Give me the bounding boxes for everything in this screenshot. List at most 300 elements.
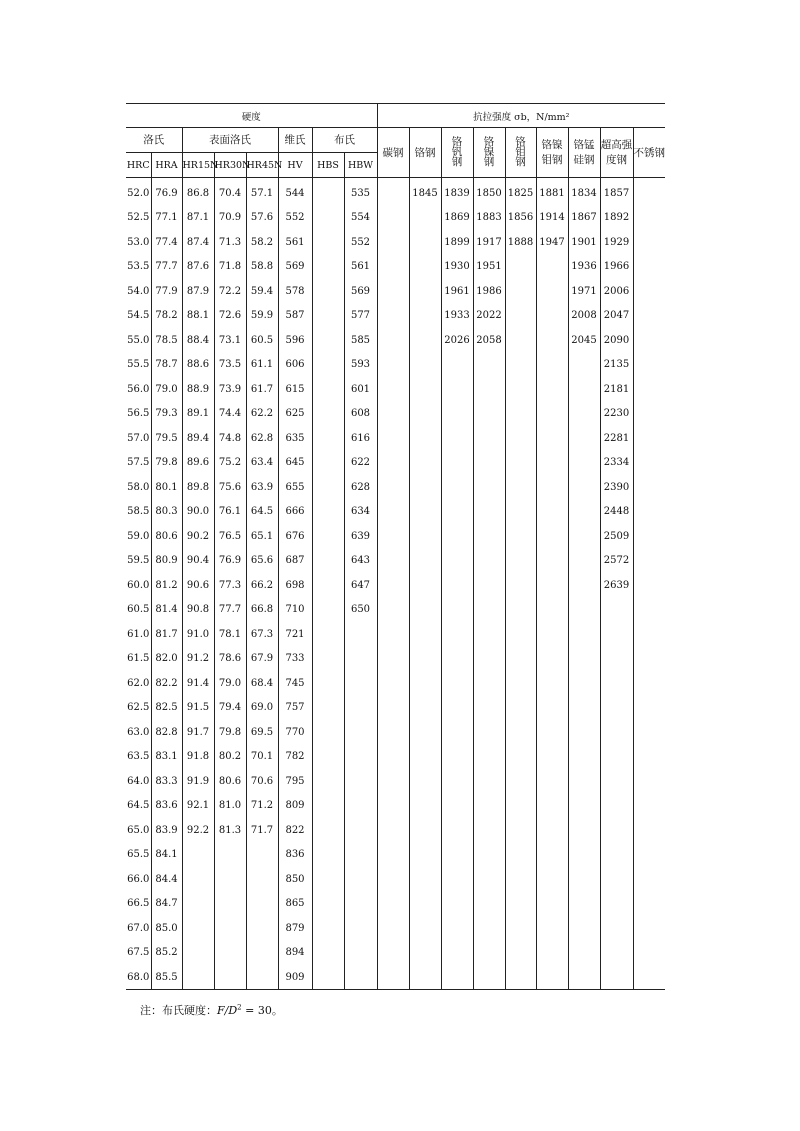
- cell-hv: 635: [278, 426, 312, 451]
- cell-stainless: [633, 328, 665, 353]
- cell-stainless: [633, 206, 665, 231]
- cell-cr-v: [441, 500, 473, 525]
- cell-cr-v: [441, 353, 473, 378]
- cell-cr: [409, 794, 441, 819]
- cell-cr-v: [441, 720, 473, 745]
- cell-hr45n: 61.7: [246, 377, 278, 402]
- cell-hrc: 63.0: [126, 720, 151, 745]
- cell-hrc: 61.0: [126, 622, 151, 647]
- cell-cr-ni: [473, 426, 505, 451]
- cell-cr-mn-si: [568, 720, 600, 745]
- cell-cr-ni-mo: [536, 867, 568, 892]
- cell-stainless: [633, 279, 665, 304]
- cell-hbs: [312, 524, 344, 549]
- cell-cr-mo: [505, 598, 536, 623]
- cell-hbw: [344, 892, 377, 917]
- cell-cr-v: [441, 916, 473, 941]
- cell-hra: 77.7: [151, 255, 182, 280]
- cell-hra: 79.8: [151, 451, 182, 476]
- cell-hr15n: [182, 892, 214, 917]
- cell-cr-mn-si: [568, 475, 600, 500]
- cell-hv: 745: [278, 671, 312, 696]
- cell-hra: 78.7: [151, 353, 182, 378]
- cell-hr45n: 68.4: [246, 671, 278, 696]
- cell-cr-ni-mo: [536, 377, 568, 402]
- hr45n-header: HR45N: [246, 153, 278, 178]
- cell-uhs: 1929: [600, 230, 633, 255]
- cell-hbs: [312, 304, 344, 329]
- cell-cr-ni-mo: [536, 769, 568, 794]
- cell-cr-mn-si: [568, 426, 600, 451]
- cell-cr-v: [441, 451, 473, 476]
- cell-uhs: 2281: [600, 426, 633, 451]
- table-row: [126, 745, 665, 770]
- cell-stainless: [633, 353, 665, 378]
- cell-hr45n: 57.6: [246, 206, 278, 231]
- cell-hr30n: 77.3: [214, 573, 246, 598]
- table-row: [126, 916, 665, 941]
- cell-cr: [409, 475, 441, 500]
- cell-cr-mo: [505, 353, 536, 378]
- cell-cr-v: [441, 892, 473, 917]
- cell-cr-ni-mo: [536, 353, 568, 378]
- cell-hra: 83.6: [151, 794, 182, 819]
- cell-hv: 721: [278, 622, 312, 647]
- cell-stainless: [633, 451, 665, 476]
- cell-cr-v: 1930: [441, 255, 473, 280]
- cell-hra: 76.9: [151, 178, 182, 206]
- cell-cr-ni: [473, 402, 505, 427]
- cell-cr-ni: [473, 794, 505, 819]
- cell-cr-v: [441, 867, 473, 892]
- cell-cr-ni: [473, 549, 505, 574]
- cell-hrc: 54.5: [126, 304, 151, 329]
- cell-hbs: [312, 475, 344, 500]
- cell-hv: 809: [278, 794, 312, 819]
- cell-hr30n: 78.6: [214, 647, 246, 672]
- table-row: [126, 818, 665, 843]
- cell-stainless: [633, 941, 665, 966]
- cell-hr30n: 70.9: [214, 206, 246, 231]
- hardness-conversion-table-container: [126, 103, 666, 990]
- cell-cr-mo: [505, 892, 536, 917]
- cell-cr-ni: [473, 671, 505, 696]
- cell-hrc: 59.0: [126, 524, 151, 549]
- cell-hbs: [312, 279, 344, 304]
- cell-cr-ni-mo: [536, 671, 568, 696]
- cell-hr45n: 58.2: [246, 230, 278, 255]
- cell-cr-mn-si: [568, 818, 600, 843]
- hbs-header: HBS: [312, 153, 344, 178]
- cell-hv: 645: [278, 451, 312, 476]
- cell-hv: 822: [278, 818, 312, 843]
- cell-hr30n: 79.0: [214, 671, 246, 696]
- cell-cr-mn-si: 1936: [568, 255, 600, 280]
- cell-cr-ni-mo: [536, 500, 568, 525]
- cell-hbs: [312, 549, 344, 574]
- cell-hbw: 577: [344, 304, 377, 329]
- cell-hbs: [312, 353, 344, 378]
- cell-hv: 587: [278, 304, 312, 329]
- cell-cr-ni: 1917: [473, 230, 505, 255]
- cell-cr: [409, 965, 441, 990]
- cell-carbon: [377, 916, 409, 941]
- cell-cr-ni-mo: 1881: [536, 178, 568, 206]
- cell-hr45n: 65.6: [246, 549, 278, 574]
- cell-uhs: 2639: [600, 573, 633, 598]
- cell-cr-mn-si: [568, 671, 600, 696]
- cell-stainless: [633, 475, 665, 500]
- footnote-formula: F/D: [217, 1004, 238, 1017]
- cell-carbon: [377, 941, 409, 966]
- cell-uhs: 2090: [600, 328, 633, 353]
- cell-cr-mo: [505, 451, 536, 476]
- cell-uhs: [600, 720, 633, 745]
- cell-hr30n: 74.4: [214, 402, 246, 427]
- cell-carbon: [377, 500, 409, 525]
- cell-hr30n: [214, 941, 246, 966]
- cell-carbon: [377, 671, 409, 696]
- cell-carbon: [377, 745, 409, 770]
- cell-cr-ni: 1883: [473, 206, 505, 231]
- cell-cr-ni-mo: [536, 843, 568, 868]
- cell-hbw: 634: [344, 500, 377, 525]
- cell-cr-mn-si: [568, 794, 600, 819]
- cell-cr-mn-si: 2008: [568, 304, 600, 329]
- cell-carbon: [377, 206, 409, 231]
- cell-hbw: [344, 794, 377, 819]
- cell-hra: 79.0: [151, 377, 182, 402]
- cell-hbw: [344, 916, 377, 941]
- cell-hbw: 628: [344, 475, 377, 500]
- table-row: [126, 304, 665, 329]
- cell-cr-mo: [505, 549, 536, 574]
- cell-hr15n: 90.2: [182, 524, 214, 549]
- cell-hbs: [312, 206, 344, 231]
- cell-cr-v: [441, 696, 473, 721]
- cell-hr30n: 77.7: [214, 598, 246, 623]
- cell-cr-v: [441, 549, 473, 574]
- cell-hr45n: 70.1: [246, 745, 278, 770]
- cell-carbon: [377, 524, 409, 549]
- cell-stainless: [633, 671, 665, 696]
- cell-hr15n: 89.4: [182, 426, 214, 451]
- cell-hv: 561: [278, 230, 312, 255]
- cell-uhs: 2047: [600, 304, 633, 329]
- table-row: [126, 867, 665, 892]
- cell-hr45n: 66.8: [246, 598, 278, 623]
- cell-hr45n: 57.1: [246, 178, 278, 206]
- cell-cr-ni: [473, 500, 505, 525]
- cell-hr45n: 66.2: [246, 573, 278, 598]
- table-row: [126, 451, 665, 476]
- table-row: [126, 965, 665, 990]
- cell-hr45n: 71.2: [246, 794, 278, 819]
- cell-hra: 83.3: [151, 769, 182, 794]
- cell-hrc: 60.5: [126, 598, 151, 623]
- cell-uhs: [600, 647, 633, 672]
- cell-hra: 77.1: [151, 206, 182, 231]
- cell-hra: 78.5: [151, 328, 182, 353]
- cell-carbon: [377, 451, 409, 476]
- cell-hbw: 650: [344, 598, 377, 623]
- hardness-conversion-table: [126, 103, 665, 990]
- cell-uhs: [600, 965, 633, 990]
- cell-hra: 80.9: [151, 549, 182, 574]
- cell-hr30n: 78.1: [214, 622, 246, 647]
- table-row: [126, 328, 665, 353]
- chromium-nickel-molybdenum-steel-header: 铬镍钼钢: [536, 128, 568, 178]
- cell-hr30n: [214, 843, 246, 868]
- cell-hbw: 585: [344, 328, 377, 353]
- cell-cr-mn-si: [568, 500, 600, 525]
- cell-hr30n: 80.6: [214, 769, 246, 794]
- table-row: [126, 622, 665, 647]
- cell-stainless: [633, 696, 665, 721]
- cell-hr15n: 91.9: [182, 769, 214, 794]
- cell-cr: [409, 402, 441, 427]
- cell-stainless: [633, 745, 665, 770]
- hbw-header: HBW: [344, 153, 377, 178]
- cell-hr30n: 80.2: [214, 745, 246, 770]
- cell-hbs: [312, 230, 344, 255]
- cell-cr-mo: [505, 500, 536, 525]
- cell-uhs: [600, 916, 633, 941]
- cell-cr-ni-mo: [536, 255, 568, 280]
- cell-hra: 85.0: [151, 916, 182, 941]
- cell-carbon: [377, 475, 409, 500]
- cell-stainless: [633, 916, 665, 941]
- cell-hra: 84.4: [151, 867, 182, 892]
- cell-hbw: 535: [344, 178, 377, 206]
- cell-carbon: [377, 230, 409, 255]
- cell-hv: 782: [278, 745, 312, 770]
- cell-hr45n: [246, 941, 278, 966]
- cell-hra: 81.2: [151, 573, 182, 598]
- cell-hv: 615: [278, 377, 312, 402]
- cell-hv: 710: [278, 598, 312, 623]
- cell-cr-mn-si: [568, 451, 600, 476]
- cell-hr30n: 76.5: [214, 524, 246, 549]
- cell-carbon: [377, 622, 409, 647]
- cell-uhs: [600, 843, 633, 868]
- cell-carbon: [377, 279, 409, 304]
- cell-cr-mo: [505, 843, 536, 868]
- cell-hrc: 60.0: [126, 573, 151, 598]
- cell-uhs: 1857: [600, 178, 633, 206]
- cell-cr-mo: [505, 647, 536, 672]
- cell-cr-ni: [473, 353, 505, 378]
- cell-stainless: [633, 524, 665, 549]
- cell-hbw: 622: [344, 451, 377, 476]
- cell-hr45n: [246, 843, 278, 868]
- carbon-steel-header: 碳钢: [377, 128, 409, 178]
- cell-cr-ni-mo: [536, 720, 568, 745]
- cell-hr30n: 73.5: [214, 353, 246, 378]
- cell-cr-v: 1869: [441, 206, 473, 231]
- table-row: [126, 696, 665, 721]
- table-row: [126, 206, 665, 231]
- cell-carbon: [377, 598, 409, 623]
- cell-cr-ni: [473, 941, 505, 966]
- cell-hr15n: 91.8: [182, 745, 214, 770]
- cell-cr-ni: [473, 377, 505, 402]
- cell-cr-mn-si: [568, 573, 600, 598]
- cell-hrc: 56.0: [126, 377, 151, 402]
- cell-cr-ni-mo: [536, 524, 568, 549]
- cell-hrc: 65.5: [126, 843, 151, 868]
- cell-hra: 80.6: [151, 524, 182, 549]
- cell-cr-ni-mo: [536, 745, 568, 770]
- cell-stainless: [633, 818, 665, 843]
- cell-hbs: [312, 377, 344, 402]
- cell-hbs: [312, 941, 344, 966]
- cell-carbon: [377, 794, 409, 819]
- cell-carbon: [377, 377, 409, 402]
- cell-hv: 687: [278, 549, 312, 574]
- cell-hrc: 65.0: [126, 818, 151, 843]
- cell-hr15n: [182, 916, 214, 941]
- cell-cr: [409, 745, 441, 770]
- cell-cr-ni: [473, 598, 505, 623]
- cell-cr-v: [441, 965, 473, 990]
- surface-rockwell-header: 表面洛氏: [182, 128, 278, 153]
- cell-hr15n: 91.4: [182, 671, 214, 696]
- cell-cr-ni-mo: [536, 549, 568, 574]
- cell-hra: 83.1: [151, 745, 182, 770]
- footnote: [140, 1002, 283, 1018]
- chromium-steel-header: 铬钢: [409, 128, 441, 178]
- cell-cr-ni: [473, 451, 505, 476]
- cell-cr-mo: [505, 622, 536, 647]
- hardness-group-header: 硬度: [126, 104, 377, 128]
- cell-hrc: 63.5: [126, 745, 151, 770]
- cell-uhs: 1966: [600, 255, 633, 280]
- cell-uhs: [600, 745, 633, 770]
- cell-cr-ni: [473, 524, 505, 549]
- cell-cr-ni: [473, 573, 505, 598]
- cell-carbon: [377, 647, 409, 672]
- cell-uhs: 2448: [600, 500, 633, 525]
- cell-carbon: [377, 328, 409, 353]
- cell-cr-ni-mo: [536, 696, 568, 721]
- cell-cr-v: 2026: [441, 328, 473, 353]
- cell-hr15n: 87.4: [182, 230, 214, 255]
- cell-cr-mo: [505, 671, 536, 696]
- tensile-strength-group-header: 抗拉强度 σb，N/mm²: [377, 104, 665, 128]
- cell-hbw: [344, 696, 377, 721]
- cell-cr-ni-mo: [536, 647, 568, 672]
- cell-stainless: [633, 500, 665, 525]
- cell-hbs: [312, 745, 344, 770]
- cell-cr-v: [441, 622, 473, 647]
- cell-hr15n: 91.0: [182, 622, 214, 647]
- cell-cr-mn-si: 1901: [568, 230, 600, 255]
- cell-cr-mn-si: [568, 769, 600, 794]
- cell-hr30n: 81.3: [214, 818, 246, 843]
- table-row: [126, 769, 665, 794]
- cell-hr30n: [214, 892, 246, 917]
- cell-hv: 879: [278, 916, 312, 941]
- cell-hbw: 647: [344, 573, 377, 598]
- cell-hr45n: 71.7: [246, 818, 278, 843]
- cell-cr-mo: [505, 426, 536, 451]
- table-row: [126, 426, 665, 451]
- cell-cr-v: [441, 794, 473, 819]
- cell-cr-mn-si: [568, 622, 600, 647]
- cell-cr-ni: [473, 916, 505, 941]
- cell-cr-v: [441, 818, 473, 843]
- cell-hr45n: 63.9: [246, 475, 278, 500]
- cell-hr45n: [246, 892, 278, 917]
- cell-cr-ni: 1850: [473, 178, 505, 206]
- cell-cr-v: 1839: [441, 178, 473, 206]
- cell-cr-ni: [473, 475, 505, 500]
- cell-uhs: [600, 769, 633, 794]
- cell-hra: 80.1: [151, 475, 182, 500]
- cell-hbs: [312, 892, 344, 917]
- cell-hrc: 64.5: [126, 794, 151, 819]
- table-row: [126, 794, 665, 819]
- footnote-prefix: 注：布氏硬度：: [140, 1004, 217, 1017]
- cell-hra: 80.3: [151, 500, 182, 525]
- cell-hrc: 55.0: [126, 328, 151, 353]
- cell-uhs: [600, 622, 633, 647]
- cell-hra: 77.4: [151, 230, 182, 255]
- cell-cr-ni-mo: [536, 451, 568, 476]
- cell-cr-mo: [505, 279, 536, 304]
- cell-hbs: [312, 622, 344, 647]
- cell-hr45n: 60.5: [246, 328, 278, 353]
- cell-carbon: [377, 696, 409, 721]
- table-row: [126, 377, 665, 402]
- cell-cr-mo: [505, 720, 536, 745]
- cell-cr: [409, 279, 441, 304]
- cell-cr-mo: [505, 475, 536, 500]
- cell-hbw: [344, 769, 377, 794]
- cell-carbon: [377, 304, 409, 329]
- cell-hr15n: 87.1: [182, 206, 214, 231]
- cell-hbs: [312, 965, 344, 990]
- cell-uhs: [600, 794, 633, 819]
- cell-hr30n: 71.3: [214, 230, 246, 255]
- cell-cr: 1845: [409, 178, 441, 206]
- cell-hr30n: 75.2: [214, 451, 246, 476]
- cell-hr15n: 89.8: [182, 475, 214, 500]
- cell-stainless: [633, 769, 665, 794]
- cell-uhs: 2006: [600, 279, 633, 304]
- cell-hr30n: 79.8: [214, 720, 246, 745]
- cell-carbon: [377, 867, 409, 892]
- cell-hrc: 67.0: [126, 916, 151, 941]
- cell-stainless: [633, 549, 665, 574]
- cell-cr-v: [441, 941, 473, 966]
- cell-cr: [409, 720, 441, 745]
- cell-cr-mn-si: [568, 867, 600, 892]
- cell-cr-mo: [505, 696, 536, 721]
- cell-hbs: [312, 598, 344, 623]
- cell-hv: 552: [278, 206, 312, 231]
- cell-cr-ni-mo: [536, 892, 568, 917]
- cell-hv: 894: [278, 941, 312, 966]
- footnote-suffix: = 30。: [241, 1004, 283, 1017]
- table-row: [126, 500, 665, 525]
- cell-cr-ni: [473, 769, 505, 794]
- cell-hbs: [312, 794, 344, 819]
- cell-hbw: 639: [344, 524, 377, 549]
- cell-cr: [409, 573, 441, 598]
- cell-hr15n: 92.2: [182, 818, 214, 843]
